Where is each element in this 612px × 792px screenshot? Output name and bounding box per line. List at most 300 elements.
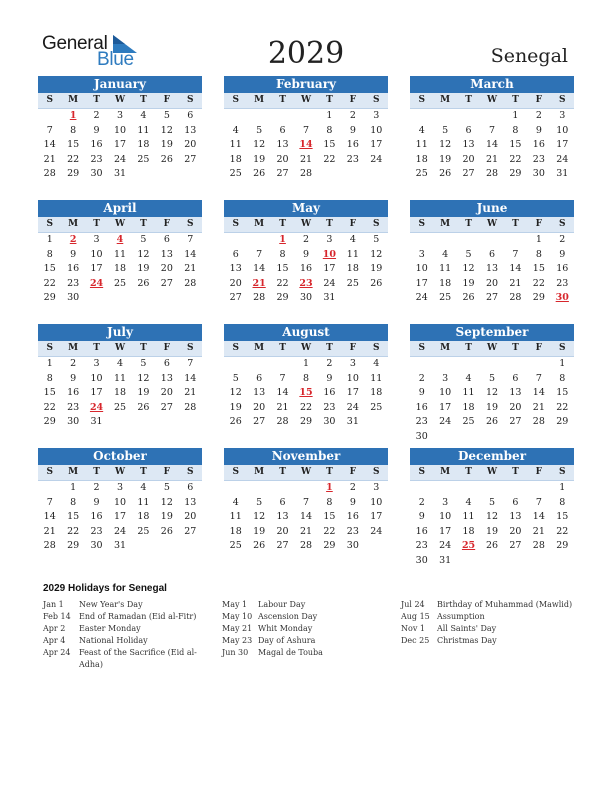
holiday-name: Whit Monday xyxy=(258,624,313,633)
day-cell: 10 xyxy=(439,511,452,522)
day-cell: 24 xyxy=(370,153,383,165)
empty-day-cell xyxy=(38,481,61,496)
day-cell: 13 xyxy=(509,511,522,522)
day-cell: 29 xyxy=(43,292,56,303)
day-cell: 27 xyxy=(253,416,266,427)
day-cell: 6 xyxy=(256,372,263,384)
day-cell: 22 xyxy=(276,277,289,289)
day-cell: 15 xyxy=(556,387,569,398)
empty-day-cell xyxy=(294,481,317,496)
holiday-item xyxy=(222,599,382,611)
holiday-date: Apr 2 xyxy=(43,624,66,633)
day-cell: 1 xyxy=(559,482,566,493)
day-cell: 29 xyxy=(509,168,522,179)
day-cell: 24 xyxy=(439,416,452,427)
day-cell: 11 xyxy=(113,248,127,260)
weekday-label: T xyxy=(279,219,286,229)
day-cell: 11 xyxy=(439,263,452,274)
day-cell: 20 xyxy=(485,277,499,289)
empty-day-cell xyxy=(504,481,527,496)
day-cell: 8 xyxy=(70,124,77,136)
weekday-label: S xyxy=(46,343,53,353)
day-cell: 11 xyxy=(370,372,383,384)
day-cell: 24 xyxy=(370,525,383,537)
day-cell: 17 xyxy=(415,277,428,289)
day-cell: 4 xyxy=(232,124,239,136)
weekday-label: T xyxy=(93,467,100,477)
day-cell: 10 xyxy=(113,496,127,508)
weekday-label: S xyxy=(418,219,425,229)
day-cell: 8 xyxy=(279,248,286,260)
weekday-label: S xyxy=(232,467,239,477)
day-cell: 9 xyxy=(93,124,100,136)
weekday-label: F xyxy=(535,343,543,353)
day-cell: 8 xyxy=(559,372,566,384)
month-august xyxy=(224,324,388,430)
day-cell: 12 xyxy=(160,124,173,136)
holiday-item xyxy=(401,623,576,635)
day-cell: 12 xyxy=(137,248,150,260)
holiday-date: Jul 24 xyxy=(401,600,425,609)
day-cell: 6 xyxy=(232,248,239,260)
holiday-day-cell: 1 xyxy=(326,482,333,493)
weekday-label: T xyxy=(326,467,333,477)
month-april xyxy=(38,200,202,306)
day-cell: 3 xyxy=(349,358,356,369)
day-cell: 13 xyxy=(462,139,475,150)
weekday-label: F xyxy=(535,219,543,229)
weekday-label: S xyxy=(418,95,425,105)
day-cell: 2 xyxy=(535,110,542,121)
day-cell: 4 xyxy=(442,248,449,260)
weekday-row xyxy=(410,93,574,109)
day-cell: 13 xyxy=(160,248,173,260)
holiday-name: Assumption xyxy=(437,612,485,621)
weekday-label: T xyxy=(93,219,100,229)
weekday-label: F xyxy=(349,343,357,353)
day-cell: 3 xyxy=(116,110,124,121)
day-cell: 9 xyxy=(93,496,100,508)
holiday-name: Labour Day xyxy=(258,600,306,609)
day-cell: 2 xyxy=(302,234,310,245)
holiday-item xyxy=(222,647,382,659)
day-grid xyxy=(38,481,202,554)
day-cell: 23 xyxy=(90,525,103,537)
day-cell: 1 xyxy=(46,358,53,369)
day-cell: 2 xyxy=(418,372,425,384)
empty-day-cell xyxy=(247,481,270,496)
day-cell: 12 xyxy=(439,139,452,150)
day-cell: 6 xyxy=(512,372,519,384)
empty-day-cell xyxy=(480,109,503,124)
day-cell: 23 xyxy=(415,416,428,427)
empty-day-cell xyxy=(457,233,480,248)
day-cell: 18 xyxy=(137,139,150,150)
day-cell: 21 xyxy=(509,277,522,289)
empty-day-cell xyxy=(410,481,433,496)
day-cell: 14 xyxy=(532,387,545,398)
day-cell: 10 xyxy=(90,248,103,260)
day-cell: 26 xyxy=(160,153,173,165)
day-cell: 20 xyxy=(276,525,289,537)
weekday-label: T xyxy=(512,343,519,353)
holiday-item xyxy=(43,635,203,647)
weekday-label: T xyxy=(140,219,147,229)
weekday-label: M xyxy=(440,343,451,353)
day-cell: 10 xyxy=(370,496,383,508)
day-cell: 16 xyxy=(556,263,569,274)
day-cell: 27 xyxy=(276,540,289,551)
month-march xyxy=(410,76,574,182)
month-september xyxy=(410,324,574,444)
holiday-date: Jun 30 xyxy=(222,648,249,657)
day-cell: 17 xyxy=(90,263,103,274)
day-cell: 10 xyxy=(415,263,428,274)
country-name: Senegal xyxy=(490,45,568,67)
day-cell: 14 xyxy=(485,139,499,150)
day-cell: 28 xyxy=(276,416,289,427)
day-cell: 25 xyxy=(346,277,359,289)
day-cell: 4 xyxy=(116,358,124,369)
holidays-title: 2029 Holidays for Senegal xyxy=(43,583,167,594)
holiday-day-cell: 24 xyxy=(89,401,104,413)
weekday-label: S xyxy=(187,95,194,105)
weekday-label: T xyxy=(326,95,333,105)
day-cell: 25 xyxy=(370,401,383,413)
holiday-date: May 21 xyxy=(222,624,253,633)
day-cell: 28 xyxy=(43,540,56,551)
weekday-label: M xyxy=(254,95,265,105)
day-cell: 6 xyxy=(279,124,286,136)
weekday-label: T xyxy=(279,467,286,477)
day-cell: 25 xyxy=(229,540,242,551)
holiday-date: Apr 4 xyxy=(43,636,66,645)
day-cell: 26 xyxy=(229,416,242,427)
day-cell: 29 xyxy=(67,168,80,179)
day-cell: 24 xyxy=(113,153,127,165)
day-cell: 4 xyxy=(465,372,472,384)
weekday-row xyxy=(224,465,388,481)
day-grid xyxy=(38,109,202,182)
weekday-label: S xyxy=(373,95,380,105)
day-cell: 7 xyxy=(512,248,519,260)
day-cell: 24 xyxy=(113,525,127,537)
day-cell: 13 xyxy=(276,139,289,150)
day-cell: 24 xyxy=(439,540,452,551)
weekday-label: S xyxy=(187,467,194,477)
day-cell: 29 xyxy=(67,540,80,551)
day-cell: 3 xyxy=(418,248,425,260)
month-june xyxy=(410,200,574,306)
day-cell: 12 xyxy=(253,511,266,522)
day-grid xyxy=(224,233,388,306)
empty-day-cell xyxy=(224,357,247,372)
day-cell: 27 xyxy=(509,540,522,551)
holiday-item xyxy=(401,611,576,623)
empty-day-cell xyxy=(504,357,527,372)
day-cell: 16 xyxy=(532,139,545,150)
empty-day-cell xyxy=(457,109,480,124)
weekday-label: W xyxy=(486,219,498,229)
day-cell: 16 xyxy=(67,263,80,274)
day-cell: 8 xyxy=(535,248,542,260)
day-cell: 18 xyxy=(439,277,452,289)
day-cell: 14 xyxy=(253,263,266,274)
day-cell: 18 xyxy=(137,511,150,522)
day-cell: 30 xyxy=(90,168,103,179)
day-cell: 8 xyxy=(70,496,77,508)
month-header: May xyxy=(224,200,388,217)
day-cell: 17 xyxy=(439,525,452,537)
empty-day-cell xyxy=(224,233,247,248)
day-cell: 27 xyxy=(509,416,522,427)
day-cell: 27 xyxy=(184,153,197,165)
day-cell: 5 xyxy=(232,372,239,384)
day-cell: 16 xyxy=(299,263,313,274)
day-cell: 29 xyxy=(556,416,569,427)
day-cell: 20 xyxy=(160,387,173,398)
day-cell: 7 xyxy=(535,372,542,384)
empty-day-cell xyxy=(480,233,503,248)
weekday-label: M xyxy=(254,467,265,477)
day-cell: 27 xyxy=(184,525,197,537)
month-december xyxy=(410,448,574,568)
weekday-row xyxy=(224,341,388,357)
day-cell: 3 xyxy=(373,110,380,121)
weekday-label: T xyxy=(465,467,472,477)
day-cell: 8 xyxy=(512,124,519,136)
day-cell: 10 xyxy=(370,124,383,136)
empty-day-cell xyxy=(294,109,317,124)
day-cell: 4 xyxy=(140,110,147,121)
day-cell: 28 xyxy=(299,540,313,551)
day-cell: 9 xyxy=(349,124,356,136)
weekday-label: W xyxy=(114,343,126,353)
day-cell: 31 xyxy=(90,416,103,427)
day-cell: 25 xyxy=(113,277,127,289)
holiday-date: May 10 xyxy=(222,612,253,621)
holiday-name: End of Ramadan (Eid al-Fitr) xyxy=(79,612,197,621)
day-cell: 28 xyxy=(485,168,499,179)
day-cell: 27 xyxy=(160,401,173,413)
day-cell: 7 xyxy=(535,496,542,508)
weekday-label: S xyxy=(187,343,194,353)
day-cell: 31 xyxy=(556,168,569,179)
holiday-name: Ascension Day xyxy=(258,612,318,621)
day-cell: 30 xyxy=(532,168,545,179)
day-cell: 11 xyxy=(229,139,242,150)
day-cell: 29 xyxy=(556,540,569,551)
day-cell: 6 xyxy=(465,124,472,136)
day-cell: 28 xyxy=(299,168,313,179)
holiday-name: Christmas Day xyxy=(437,636,497,645)
empty-day-cell xyxy=(457,357,480,372)
day-cell: 5 xyxy=(373,234,380,245)
day-cell: 6 xyxy=(488,248,496,260)
day-cell: 11 xyxy=(137,496,150,508)
day-cell: 18 xyxy=(462,525,475,537)
holiday-date: Dec 25 xyxy=(401,636,430,645)
day-cell: 13 xyxy=(509,387,522,398)
day-cell: 22 xyxy=(556,401,569,413)
month-header: January xyxy=(38,76,202,93)
holiday-date: Apr 24 xyxy=(43,648,71,657)
day-cell: 29 xyxy=(532,292,545,303)
day-cell: 23 xyxy=(415,540,428,551)
day-cell: 26 xyxy=(137,277,150,289)
day-cell: 25 xyxy=(462,416,475,427)
day-grid xyxy=(410,481,574,568)
day-cell: 16 xyxy=(323,387,336,398)
day-cell: 26 xyxy=(253,168,266,179)
day-cell: 4 xyxy=(349,234,356,245)
empty-day-cell xyxy=(410,109,433,124)
day-cell: 3 xyxy=(116,482,124,493)
day-cell: 7 xyxy=(187,234,194,245)
empty-day-cell xyxy=(271,109,294,124)
day-cell: 20 xyxy=(509,525,522,537)
weekday-label: T xyxy=(326,343,333,353)
day-cell: 1 xyxy=(70,482,77,493)
day-cell: 5 xyxy=(488,496,496,508)
holiday-day-cell: 1 xyxy=(69,110,77,121)
day-cell: 8 xyxy=(559,496,566,508)
day-cell: 18 xyxy=(415,153,428,165)
day-cell: 14 xyxy=(43,139,56,150)
day-cell: 30 xyxy=(346,540,359,551)
day-cell: 31 xyxy=(323,292,336,303)
day-cell: 10 xyxy=(439,387,452,398)
holiday-item xyxy=(222,635,382,647)
day-cell: 3 xyxy=(559,110,566,121)
day-cell: 19 xyxy=(439,153,452,165)
day-cell: 23 xyxy=(90,153,103,165)
weekday-label: S xyxy=(373,219,380,229)
day-cell: 1 xyxy=(512,110,519,121)
weekday-label: T xyxy=(140,95,147,105)
day-cell: 21 xyxy=(276,401,289,413)
holiday-date: Nov 1 xyxy=(401,624,425,633)
day-cell: 3 xyxy=(93,234,100,245)
day-cell: 28 xyxy=(253,292,266,303)
day-cell: 16 xyxy=(90,139,103,150)
empty-day-cell xyxy=(527,357,550,372)
day-cell: 5 xyxy=(163,482,170,493)
day-cell: 9 xyxy=(326,372,333,384)
day-cell: 22 xyxy=(323,525,336,537)
weekday-label: S xyxy=(232,219,239,229)
empty-day-cell xyxy=(480,357,503,372)
empty-day-cell xyxy=(527,481,550,496)
day-cell: 2 xyxy=(418,496,425,508)
weekday-label: M xyxy=(68,467,79,477)
day-cell: 22 xyxy=(532,277,545,289)
day-cell: 26 xyxy=(160,525,173,537)
weekday-label: F xyxy=(163,467,171,477)
holiday-day-cell: 25 xyxy=(461,540,476,551)
weekday-row xyxy=(224,217,388,233)
empty-day-cell xyxy=(457,481,480,496)
holiday-name: Feast of the Sacrifice (Eid al-Adha) xyxy=(79,648,197,669)
weekday-label: F xyxy=(163,95,171,105)
day-cell: 22 xyxy=(67,153,80,165)
weekday-label: W xyxy=(300,467,312,477)
day-cell: 8 xyxy=(326,124,333,136)
day-cell: 21 xyxy=(184,263,197,274)
holiday-day-cell: 10 xyxy=(322,248,337,260)
day-cell: 23 xyxy=(532,153,545,165)
day-cell: 11 xyxy=(346,248,359,260)
day-cell: 20 xyxy=(509,401,522,413)
day-cell: 24 xyxy=(415,292,428,303)
day-cell: 19 xyxy=(160,139,173,150)
day-cell: 2 xyxy=(559,234,566,245)
holiday-date: Aug 15 xyxy=(401,612,430,621)
day-cell: 12 xyxy=(485,511,499,522)
day-cell: 15 xyxy=(532,263,545,274)
day-cell: 9 xyxy=(535,124,542,136)
day-cell: 18 xyxy=(370,387,383,398)
weekday-label: W xyxy=(300,343,312,353)
holiday-item xyxy=(222,611,382,623)
weekday-label: S xyxy=(373,467,380,477)
day-cell: 9 xyxy=(418,511,425,522)
weekday-label: M xyxy=(440,219,451,229)
weekday-label: F xyxy=(535,467,543,477)
day-cell: 1 xyxy=(559,358,566,369)
day-cell: 26 xyxy=(370,277,383,289)
holiday-day-cell: 15 xyxy=(299,387,313,398)
day-cell: 2 xyxy=(349,482,356,493)
day-cell: 22 xyxy=(43,277,56,289)
month-header: February xyxy=(224,76,388,93)
day-cell: 21 xyxy=(532,401,545,413)
day-cell: 1 xyxy=(326,110,333,121)
day-cell: 14 xyxy=(184,372,197,384)
month-may xyxy=(224,200,388,306)
day-cell: 7 xyxy=(46,496,53,508)
weekday-label: M xyxy=(440,95,451,105)
day-cell: 16 xyxy=(415,525,428,537)
month-header: July xyxy=(38,324,202,341)
empty-day-cell xyxy=(224,109,247,124)
weekday-label: M xyxy=(440,467,451,477)
day-cell: 28 xyxy=(184,401,197,413)
day-cell: 15 xyxy=(67,139,80,150)
day-cell: 26 xyxy=(462,292,475,303)
day-cell: 25 xyxy=(439,292,452,303)
day-cell: 10 xyxy=(556,124,569,136)
day-cell: 12 xyxy=(370,248,383,260)
weekday-label: S xyxy=(46,467,53,477)
day-cell: 11 xyxy=(415,139,428,150)
day-cell: 17 xyxy=(370,511,383,522)
day-cell: 17 xyxy=(370,139,383,150)
holiday-day-cell: 14 xyxy=(299,139,313,150)
day-cell: 26 xyxy=(485,416,499,427)
weekday-label: T xyxy=(140,343,147,353)
day-cell: 21 xyxy=(299,153,313,165)
day-cell: 31 xyxy=(439,554,452,566)
weekday-label: T xyxy=(326,219,333,229)
day-cell: 13 xyxy=(184,124,197,136)
day-cell: 13 xyxy=(253,387,266,398)
weekday-row xyxy=(38,217,202,233)
day-cell: 14 xyxy=(532,511,545,522)
day-cell: 13 xyxy=(184,496,197,508)
weekday-label: W xyxy=(486,343,498,353)
day-cell: 7 xyxy=(187,358,194,369)
